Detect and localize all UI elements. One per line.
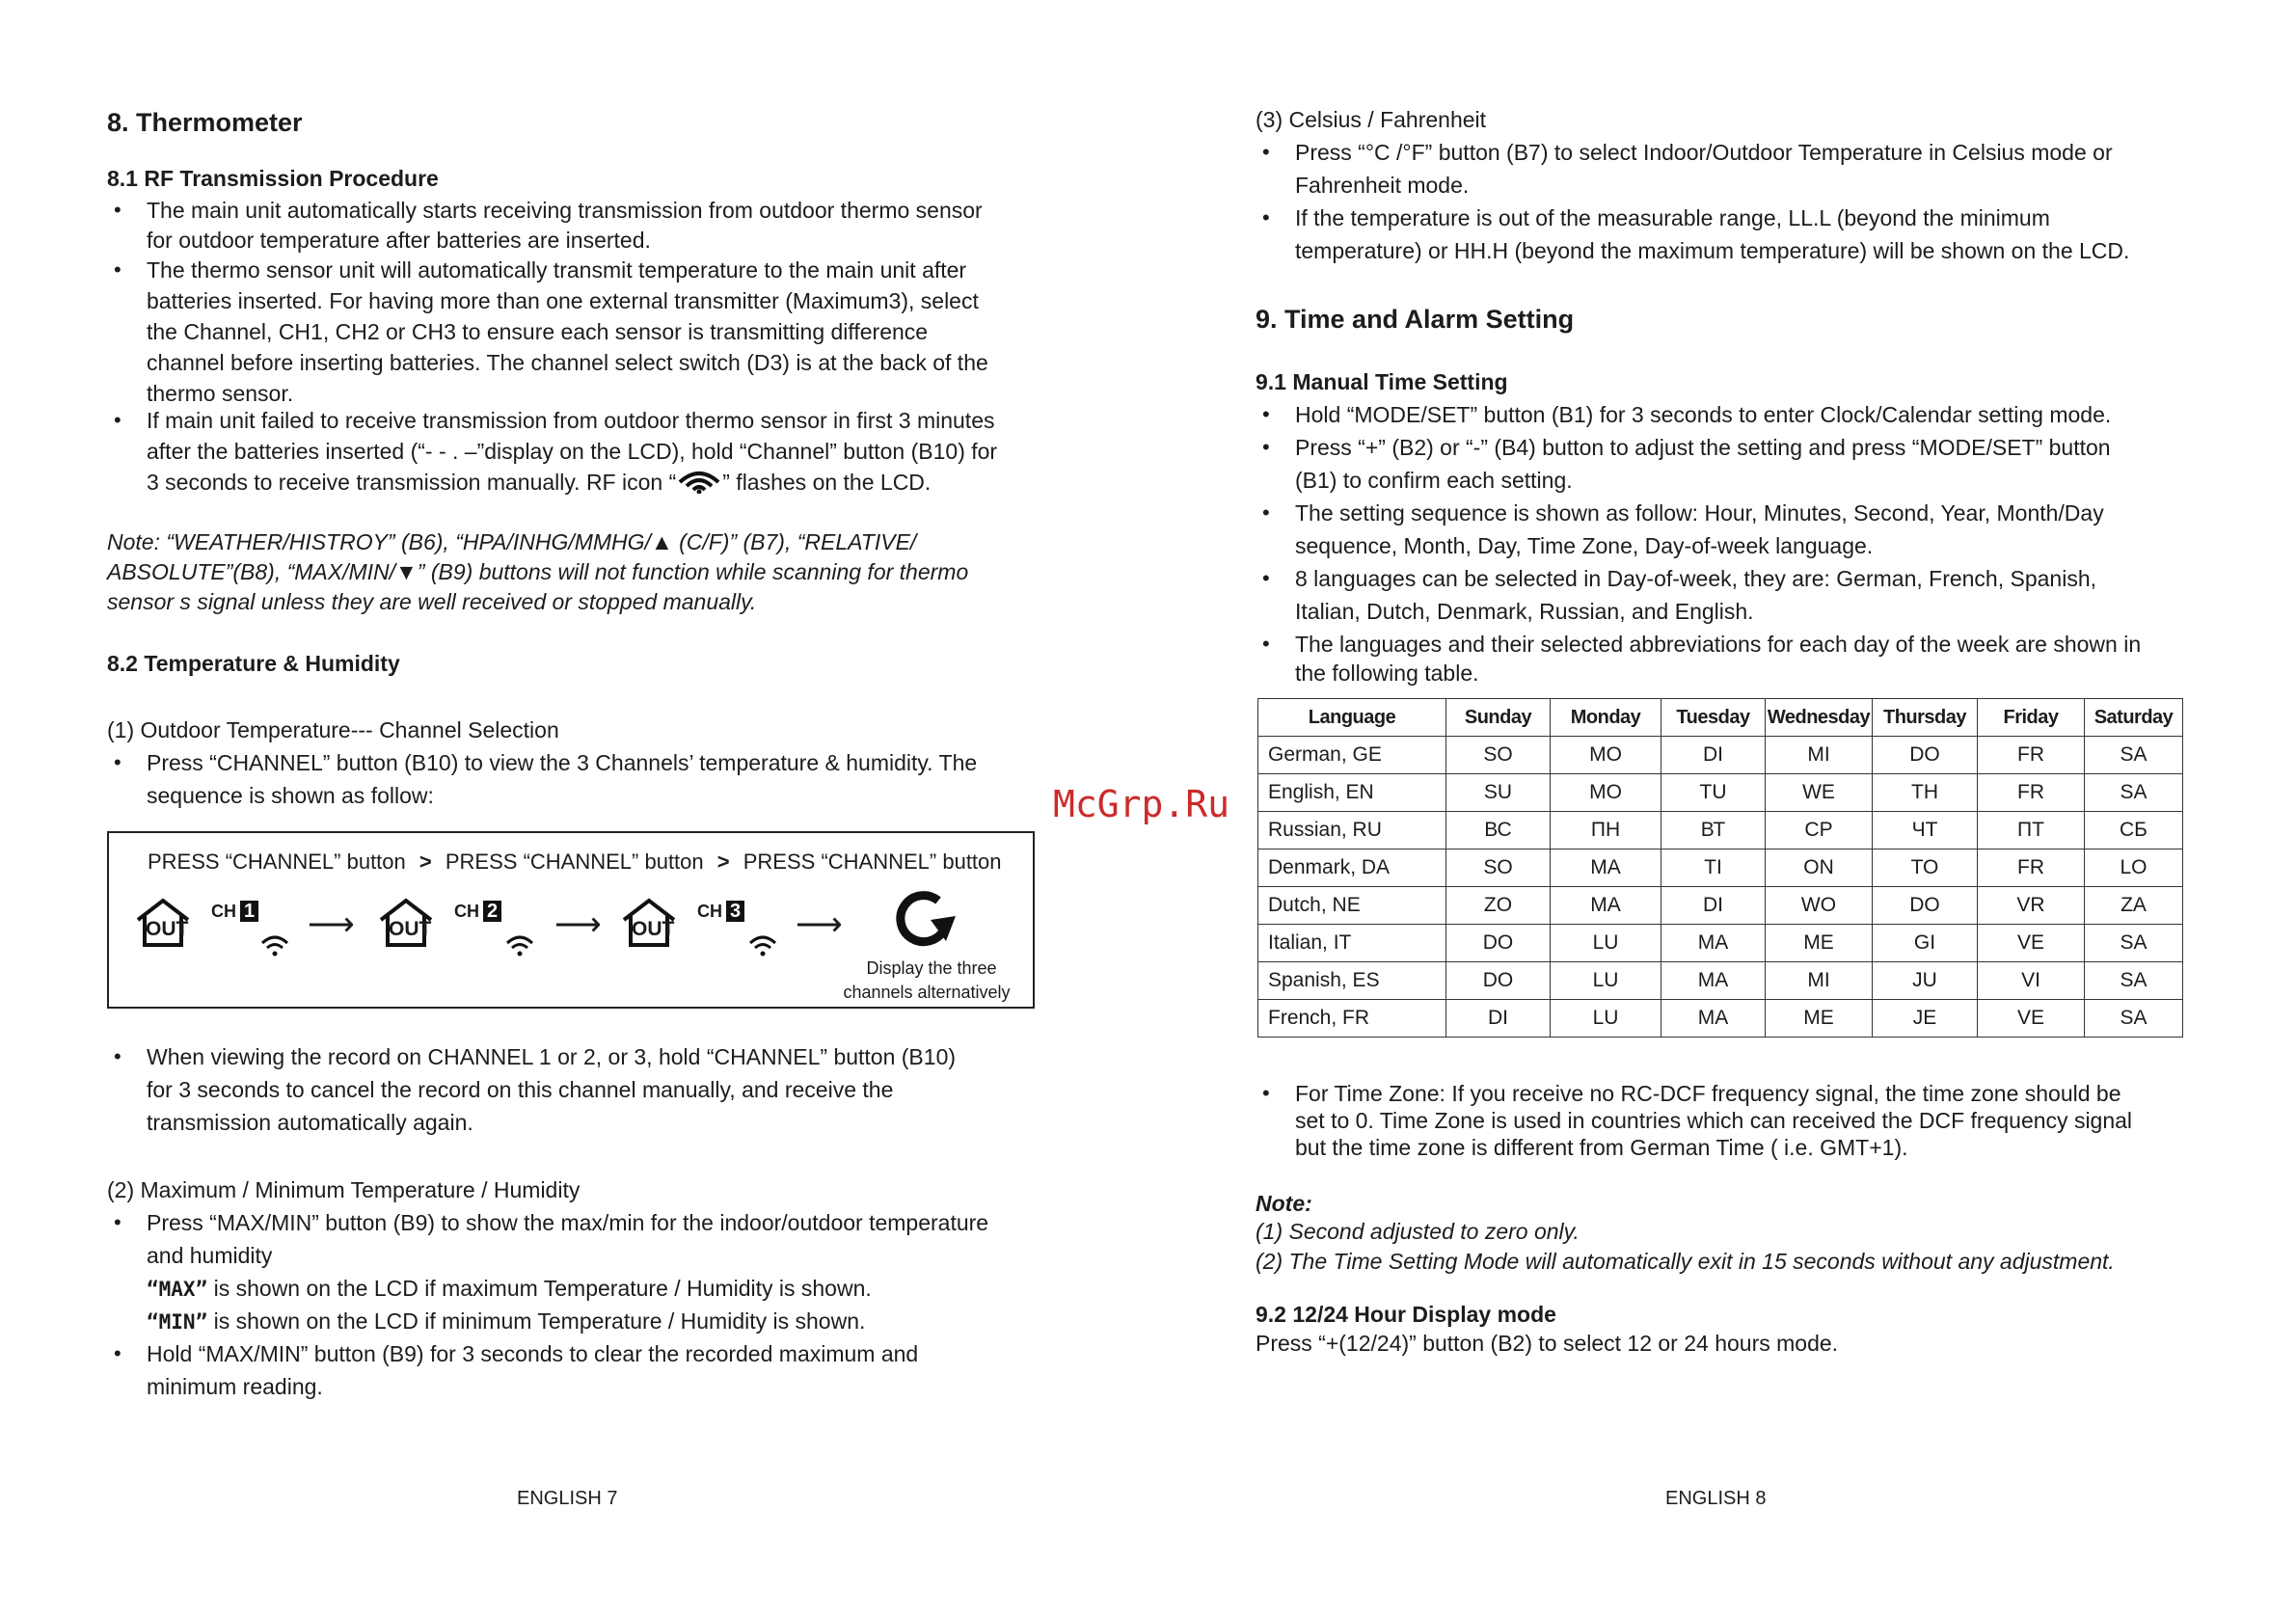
day-abbreviation-cell: MA (1551, 849, 1661, 887)
day-abbreviation-cell: VR (1978, 887, 2085, 925)
day-abbreviation-cell: SO (1446, 737, 1551, 774)
day-abbreviation-cell: LU (1551, 925, 1661, 962)
table-row (1258, 962, 2183, 1000)
day-abbreviation-cell: SA (2085, 925, 2183, 962)
language-cell: English, EN (1258, 774, 1446, 812)
press-sequence-row (148, 847, 1002, 877)
day-abbreviation-cell: ME (1766, 925, 1873, 962)
bullet-marker: • (1262, 500, 1270, 525)
text-line: The languages and their selected abbreviations for each day of the week are shown in (1295, 632, 2142, 657)
day-abbreviation-cell: TU (1661, 774, 1766, 812)
day-abbreviation-cell: MO (1551, 774, 1661, 812)
day-abbreviation-cell: ВТ (1661, 812, 1766, 849)
language-cell: German, GE (1258, 737, 1446, 774)
text-line: for outdoor temperature after batteries are inserted. (147, 228, 651, 253)
day-abbreviation-cell: СБ (2085, 812, 2183, 849)
rotate-cycle-icon (890, 887, 958, 951)
bullet-marker: • (114, 257, 122, 282)
table-header-row (1258, 699, 2183, 737)
bullet-marker: • (114, 408, 122, 432)
bullet-marker: • (114, 1210, 122, 1234)
text-line: the Channel, CH1, CH2 or CH3 to ensure each sensor is transmitting difference (147, 319, 929, 344)
rf-text-after: ” flashes on the LCD. (722, 470, 932, 495)
channel-number: 3 (726, 901, 744, 922)
outdoor-house-icon (620, 897, 678, 949)
section-title-time-alarm: 9. Time and Alarm Setting (1256, 305, 1575, 334)
day-abbreviation-cell: TI (1661, 849, 1766, 887)
arrow-right-icon: ⟶ (308, 906, 355, 943)
day-abbreviation-cell: DI (1661, 737, 1766, 774)
day-abbreviation-cell: GI (1873, 925, 1978, 962)
day-abbreviation-cell: DO (1873, 737, 1978, 774)
arrow-right-icon: ⟶ (796, 906, 843, 943)
day-abbreviation-cell: VI (1978, 962, 2085, 1000)
day-abbreviation-cell: FR (1978, 737, 2085, 774)
text-line: The thermo sensor unit will automatically transmit temperature to the main unit after (147, 257, 967, 283)
min-text: is shown on the LCD if minimum Temperature / Humidity is shown. (207, 1308, 866, 1334)
arrow-right-icon: ⟶ (554, 906, 602, 943)
day-abbreviation-cell: ZO (1446, 887, 1551, 925)
note-line: (2) The Time Setting Mode will automatically exit in 15 seconds without any adjustment. (1256, 1249, 2115, 1274)
day-abbreviation-cell: MI (1766, 962, 1873, 1000)
signal-icon (259, 933, 290, 957)
rf-text-before: 3 seconds to receive transmission manually. RF icon “ (147, 470, 677, 495)
text-line: and humidity (147, 1243, 273, 1268)
day-abbreviation-cell: ВС (1446, 812, 1551, 849)
table-row (1258, 849, 2183, 887)
language-cell: Italian, IT (1258, 925, 1446, 962)
table-row (1258, 1000, 2183, 1038)
day-abbreviation-cell: LU (1551, 1000, 1661, 1038)
max-text: is shown on the LCD if maximum Temperature / Humidity is shown. (207, 1276, 872, 1301)
display-caption (843, 957, 1013, 1005)
text-line: Hold “MODE/SET” button (B1) for 3 seconds to enter Clock/Calendar setting mode. (1295, 402, 2112, 427)
bullet-marker: • (1262, 402, 1270, 426)
day-abbreviation-cell: SA (2085, 774, 2183, 812)
text-line: for 3 seconds to cancel the record on this channel manually, and receive the (147, 1077, 894, 1102)
note-block (1256, 1217, 2115, 1277)
caption-line: channels alternatively (843, 983, 1011, 1002)
note-line: (1) Second adjusted to zero only. (1256, 1219, 1580, 1244)
text-line (147, 1273, 988, 1306)
day-abbreviation-cell: MO (1551, 737, 1661, 774)
day-abbreviation-cell: VE (1978, 925, 2085, 962)
day-abbreviation-cell: MI (1766, 737, 1873, 774)
day-abbreviation-cell: ON (1766, 849, 1873, 887)
table-row (1258, 925, 2183, 962)
day-abbreviation-table (1257, 698, 2183, 1038)
day-abbreviation-cell: MA (1661, 925, 1766, 962)
day-abbreviation-cell: MA (1551, 887, 1661, 925)
text-line: Press “MAX/MIN” button (B9) to show the max/min for the indoor/outdoor temperature (147, 1210, 989, 1235)
text-line: (B1) to confirm each setting. (1295, 468, 1573, 493)
text-line: batteries inserted. For having more than one external transmitter (Maximum3), select (147, 288, 979, 313)
day-abbreviation-cell: SA (2085, 962, 2183, 1000)
bullet-marker: • (1262, 566, 1270, 590)
ch-label: CH (697, 902, 722, 921)
text-line: thermo sensor. (147, 381, 294, 406)
day-abbreviation-cell: WE (1766, 774, 1873, 812)
bullet-marker: • (114, 1044, 122, 1068)
text-line: transmission automatically again. (147, 1110, 473, 1135)
note-block (107, 527, 968, 617)
text-line (147, 1306, 988, 1336)
ch-label: CH (454, 902, 479, 921)
subheading-celsius-fahrenheit: (3) Celsius / Fahrenheit (1256, 107, 1487, 132)
channel-number: 2 (483, 901, 501, 922)
subheading-channel-selection: (1) Outdoor Temperature--- Channel Selection (107, 717, 559, 742)
text-line: Hold “MAX/MIN” button (B9) for 3 seconds to clear the recorded maximum and (147, 1341, 919, 1366)
bullet-marker: • (1262, 435, 1270, 459)
section-title-thermometer: 8. Thermometer (107, 108, 303, 137)
rf-signal-icon (676, 469, 722, 494)
bullet-marker: • (1262, 140, 1270, 164)
ch-label: CH (211, 902, 236, 921)
bullet-marker: • (1262, 632, 1270, 656)
text-line: the following table. (1295, 661, 1479, 686)
watermark: McGrp.Ru (1053, 783, 1230, 825)
day-abbreviation-cell: SU (1446, 774, 1551, 812)
text-line: sequence, Month, Day, Time Zone, Day-of-week language. (1295, 533, 1874, 558)
day-abbreviation-cell: FR (1978, 849, 2085, 887)
language-cell: Dutch, NE (1258, 887, 1446, 925)
text-line: Fahrenheit mode. (1295, 173, 1470, 198)
column-header: Friday (1978, 699, 2085, 737)
signal-icon (747, 933, 778, 957)
day-abbreviation-cell: ME (1766, 1000, 1873, 1038)
max-indicator: “MAX” (147, 1278, 208, 1301)
out-label: OUT (632, 918, 675, 940)
day-abbreviation-cell: FR (1978, 774, 2085, 812)
bullet-marker: • (114, 1341, 122, 1365)
day-abbreviation-cell: ПН (1551, 812, 1661, 849)
day-abbreviation-cell: DI (1446, 1000, 1551, 1038)
text-line: temperature) or HH.H (beyond the maximum temperature) will be shown on the LCD. (1295, 238, 2130, 263)
day-abbreviation-cell: DO (1873, 887, 1978, 925)
text-line: If main unit failed to receive transmission from outdoor thermo sensor in first 3 minutes (147, 408, 995, 433)
column-header: Wednesday (1766, 699, 1873, 737)
bullet-marker: • (114, 198, 122, 222)
day-abbreviation-cell: JE (1873, 1000, 1978, 1038)
language-cell: Russian, RU (1258, 812, 1446, 849)
page-footer-left: ENGLISH 7 (517, 1488, 618, 1509)
text-line: For Time Zone: If you receive no RC-DCF frequency signal, the time zone should be (1295, 1081, 2121, 1106)
channel-3-label (697, 901, 744, 922)
column-header: Language (1258, 699, 1446, 737)
bullet-marker: • (1262, 1081, 1270, 1105)
outdoor-house-icon (377, 897, 435, 949)
note-line: Note: “WEATHER/HISTROY” (B6), “HPA/INHG/MMHG/▲ (C/F)” (B7), “RELATIVE/ (107, 529, 917, 554)
text-line: When viewing the record on CHANNEL 1 or 2, or 3, hold “CHANNEL” button (B10) (147, 1044, 957, 1069)
text-line: channel before inserting batteries. The channel select switch (D3) is at the back of the (147, 350, 988, 375)
day-abbreviation-cell: TO (1873, 849, 1978, 887)
out-label: OUT (146, 918, 189, 940)
text-line (147, 467, 997, 501)
min-indicator: “MIN” (147, 1310, 208, 1334)
language-cell: Denmark, DA (1258, 849, 1446, 887)
text-line: minimum reading. (147, 1374, 323, 1399)
column-header: Thursday (1873, 699, 1978, 737)
text-line: Press “+” (B2) or “-” (B4) button to adjust the setting and press “MODE/SET” button (1295, 435, 2111, 460)
day-abbreviation-cell: ПТ (1978, 812, 2085, 849)
channel-2-label (454, 901, 501, 922)
day-abbreviation-cell: ZA (2085, 887, 2183, 925)
day-abbreviation-cell: MA (1661, 1000, 1766, 1038)
text-line: 8 languages can be selected in Day-of-week, they are: German, French, Spanish, (1295, 566, 2097, 591)
column-header: Saturday (2085, 699, 2183, 737)
column-header: Monday (1551, 699, 1661, 737)
day-abbreviation-cell: JU (1873, 962, 1978, 1000)
channel-sequence-diagram (107, 831, 1035, 1009)
channel-number: 1 (240, 901, 258, 922)
note-line: sensor s signal unless they are well received or stopped manually. (107, 589, 757, 614)
day-abbreviation-cell: DI (1661, 887, 1766, 925)
text-line: Press “°C /°F” button (B7) to select Indoor/Outdoor Temperature in Celsius mode or (1295, 140, 2113, 165)
heading-hour-display: 9.2 12/24 Hour Display mode (1256, 1302, 1556, 1327)
day-abbreviation-cell: SA (2085, 737, 2183, 774)
text-line: Press “CHANNEL” button (B10) to view the 3 Channels’ temperature & humidity. The (147, 750, 978, 775)
text-line: The main unit automatically starts receiving transmission from outdoor thermo sensor (147, 198, 983, 223)
column-header: Sunday (1446, 699, 1551, 737)
day-abbreviation-cell: SO (1446, 849, 1551, 887)
day-abbreviation-cell: TH (1873, 774, 1978, 812)
day-abbreviation-cell: WO (1766, 887, 1873, 925)
text-line: but the time zone is different from German Time ( i.e. GMT+1). (1295, 1135, 1908, 1160)
bullet-marker: • (1262, 205, 1270, 229)
heading-temp-humidity: 8.2 Temperature & Humidity (107, 651, 400, 676)
table-row (1258, 812, 2183, 849)
press-label: PRESS “CHANNEL” button (148, 849, 406, 874)
sequence-separator: > (419, 849, 432, 874)
note-line: ABSOLUTE”(B8), “MAX/MIN/▼” (B9) buttons will not function while scanning for thermo (107, 559, 969, 584)
signal-icon (504, 933, 535, 957)
language-cell: Spanish, ES (1258, 962, 1446, 1000)
caption-line: Display the three (866, 958, 997, 978)
day-abbreviation-cell: SA (2085, 1000, 2183, 1038)
page-footer-right: ENGLISH 8 (1665, 1488, 1767, 1509)
text-line: Italian, Dutch, Denmark, Russian, and English. (1295, 599, 1754, 624)
text-line: sequence is shown as follow: (147, 783, 434, 808)
language-cell: French, FR (1258, 1000, 1446, 1038)
day-abbreviation-cell: СР (1766, 812, 1873, 849)
table-row (1258, 774, 2183, 812)
day-abbreviation-cell: DO (1446, 962, 1551, 1000)
table-row (1258, 887, 2183, 925)
day-abbreviation-cell: MA (1661, 962, 1766, 1000)
column-header: Tuesday (1661, 699, 1766, 737)
text-line: If the temperature is out of the measurable range, LL.L (beyond the minimum (1295, 205, 2050, 230)
text-line: set to 0. Time Zone is used in countries which can received the DCF frequency signal (1295, 1108, 2133, 1133)
hour-display-text: Press “+(12/24)” button (B2) to select 12 or 24 hours mode. (1256, 1331, 1839, 1356)
day-abbreviation-cell: LU (1551, 962, 1661, 1000)
press-label: PRESS “CHANNEL” button (445, 849, 704, 874)
day-abbreviation-cell: ЧТ (1873, 812, 1978, 849)
press-label: PRESS “CHANNEL” button (743, 849, 1002, 874)
heading-rf-transmission: 8.1 RF Transmission Procedure (107, 166, 439, 191)
day-abbreviation-cell: VE (1978, 1000, 2085, 1038)
text-line: The setting sequence is shown as follow: Hour, Minutes, Second, Year, Month/Day (1295, 500, 2104, 526)
outdoor-house-icon (134, 897, 192, 949)
out-label: OUT (389, 918, 432, 940)
day-abbreviation-cell: DO (1446, 925, 1551, 962)
note-title: Note: (1256, 1191, 1312, 1216)
day-abbreviation-cell: LO (2085, 849, 2183, 887)
table-row (1258, 737, 2183, 774)
sequence-separator: > (716, 849, 730, 874)
bullet-marker: • (114, 750, 122, 774)
text-line: after the batteries inserted (“- - . –”display on the LCD), hold “Channel” button (B10) for (147, 439, 998, 464)
subheading-max-min: (2) Maximum / Minimum Temperature / Humidity (107, 1177, 581, 1202)
heading-manual-time: 9.1 Manual Time Setting (1256, 369, 1508, 394)
channel-1-label (211, 901, 258, 922)
